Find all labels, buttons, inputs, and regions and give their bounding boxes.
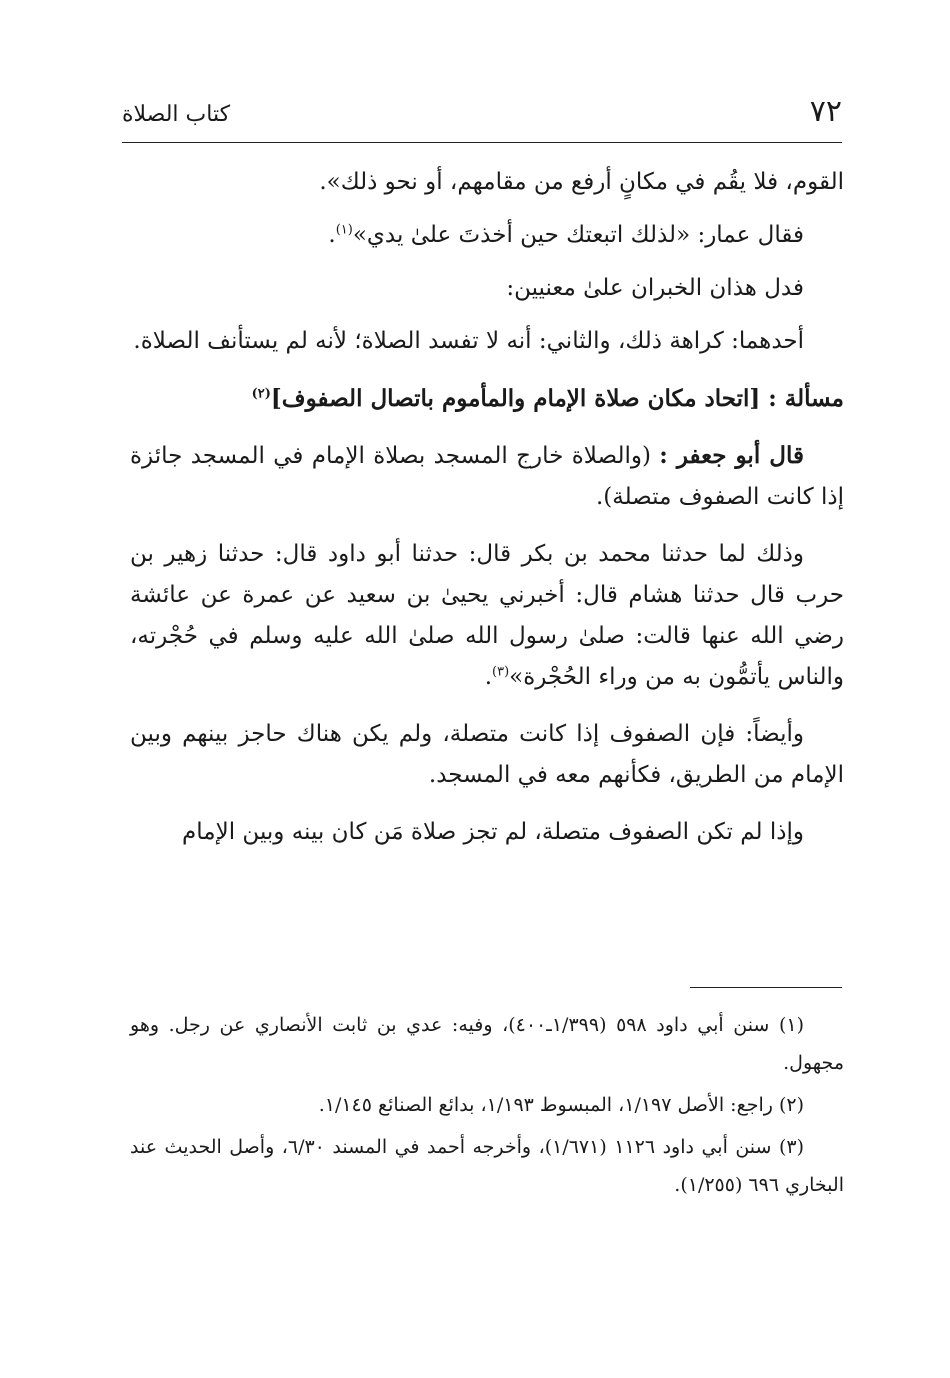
footnote-1: (١) سنن أبي داود ٥٩٨ (١/٣٩٩ـ٤٠٠)، وفيه: عدي بن ثابت الأنصاري عن رجل. وهو مجهول.	[130, 1014, 844, 1074]
paragraph-6-end: .	[484, 664, 492, 690]
paragraph-7: وأيضاً: فإن الصفوف إذا كانت متصلة، ولم يكن هناك حاجز بينهم وبين الإمام من الطريق، فكأنهم معه في المسجد.	[130, 721, 844, 788]
paragraph-2-end: .	[328, 222, 336, 248]
paragraph-2	[130, 215, 844, 256]
page-number: ٧٢	[809, 94, 842, 129]
running-header	[122, 92, 842, 142]
footnote-rule	[690, 987, 842, 988]
footnote-2: (٢) راجع: الأصل ١/١٩٧، المبسوط ١/١٩٣، بدائع الصنائع ١/١٤٥.	[318, 1094, 804, 1116]
running-title: كتاب الصلاة	[122, 102, 231, 127]
speaker-label: قال أبو جعفر :	[659, 442, 804, 469]
paragraph-6-text: وذلك لما حدثنا محمد بن بكر قال: حدثنا أبو داود قال: حدثنا زهير بن حرب قال حدثنا هشام قال: أخبرني يحيىٰ بن سعيد عن عمرة عن عائشة رضي الله عنها قالت: صلىٰ رسول الله صلىٰ الله عليه وسلم في حُجْرته، والناس يأتمُّون به من وراء الحُجْرة»	[130, 541, 844, 690]
header-rule	[122, 142, 842, 143]
footnote-marker-1: (١)	[335, 222, 353, 238]
section-heading-text: مسألة : [اتحاد مكان صلاة الإمام والمأموم باتصال الصفوف]	[270, 385, 844, 412]
paragraph-5-text: (والصلاة خارج المسجد بصلاة الإمام في المسجد جائزة إذا كانت الصفوف متصلة).	[130, 443, 844, 510]
section-heading	[130, 378, 844, 419]
paragraph-6	[130, 534, 844, 698]
body-text	[130, 162, 844, 869]
footnote-marker-2: (٢)	[251, 386, 271, 402]
paragraph-8: وإذا لم تكن الصفوف متصلة، لم تجز صلاة مَن كان بينه وبين الإمام	[182, 819, 804, 845]
footnote-3: (٣) سنن أبي داود ١١٢٦ (١/٦٧١)، وأخرجه أحمد في المسند ٦/٣٠، وأصل الحديث عند البخاري ٦٩٦ (١/٢٥٥).	[130, 1136, 844, 1196]
paragraph-1: القوم، فلا يقُم في مكانٍ أرفع من مقامهم، أو نحو ذلك».	[319, 169, 844, 195]
paragraph-2-text: فقال عمار: «لذلك اتبعتك حين أخذتَ علىٰ يدي»	[352, 222, 804, 248]
paragraph-3: فدل هذان الخبران علىٰ معنيين:	[506, 275, 804, 301]
footnotes	[130, 1006, 844, 1208]
paragraph-5	[130, 435, 844, 518]
footnote-marker-3: (٣)	[492, 664, 510, 680]
paragraph-4: أحدهما: كراهة ذلك، والثاني: أنه لا تفسد الصلاة؛ لأنه لم يستأنف الصلاة.	[133, 328, 804, 354]
